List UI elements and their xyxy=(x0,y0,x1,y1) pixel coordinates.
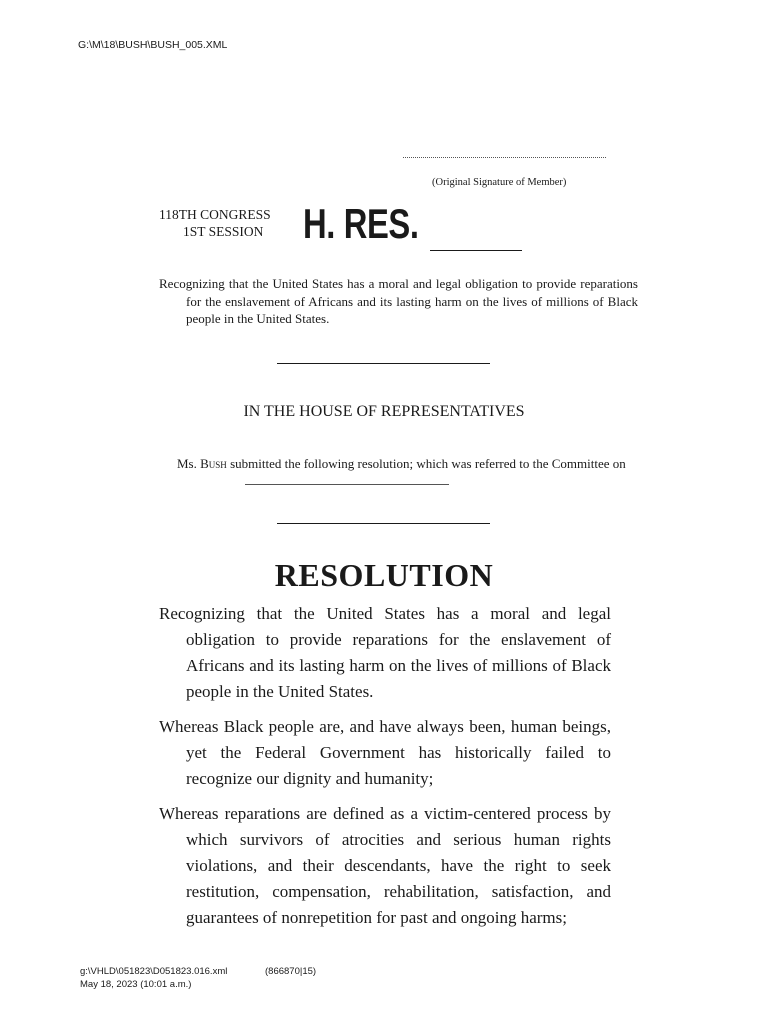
short-title: Recognizing that the United States has a moral and legal obligation to provide reparations for the enslavement of Africans and its lasting harm on the lives of millions of Black people in the United States. xyxy=(159,276,638,326)
resolution-title: Recognizing that the United States has a moral and legal obligation to provide reparations for the enslavement of Africans and its lasting harm on the lives of millions of Black people in the United States. xyxy=(159,604,611,701)
signature-caption: (Original Signature of Member) xyxy=(432,177,567,188)
session-label: 1ST SESSION xyxy=(183,224,264,239)
footer-file-path: g:\VHLD\051823\D051823.016.xml xyxy=(80,966,228,977)
whereas-clause: Whereas Black people are, and have always been, human beings, yet the Federal Government has historically failed to recognize our dignity and humanity; xyxy=(159,717,611,788)
sponsor-name: Bush xyxy=(200,456,227,471)
footer-date: May 18, 2023 (10:01 a.m.) xyxy=(80,979,192,990)
bill-number-blank xyxy=(430,250,522,251)
committee-blank xyxy=(245,483,449,485)
bill-designation: H. RES. xyxy=(303,200,419,247)
signature-line xyxy=(403,157,606,158)
submission-prefix: Ms. xyxy=(177,456,197,471)
file-path-header: G:\M\18\BUSH\BUSH_005.XML xyxy=(78,39,228,51)
submission-text: submitted the following resolution; which was referred to the Committee on xyxy=(230,456,626,471)
submission-statement xyxy=(177,455,653,489)
congress-label: 118TH CONGRESS xyxy=(159,207,271,222)
divider-rule xyxy=(277,363,490,364)
resolution-body xyxy=(159,601,611,940)
chamber-heading: IN THE HOUSE OF REPRESENTATIVES xyxy=(243,403,525,420)
whereas-clause: Whereas reparations are defined as a victim-centered process by which survivors of atrocities and serious human rights violations, and their descendants, have the right to seek restitution, compensation, rehabilitation, satisfaction, and guarantees of nonrepetition for past and ongoing harms; xyxy=(159,804,611,927)
footer-code: (866870|15) xyxy=(265,966,317,977)
divider-rule xyxy=(277,523,490,524)
resolution-heading: RESOLUTION xyxy=(274,557,494,593)
